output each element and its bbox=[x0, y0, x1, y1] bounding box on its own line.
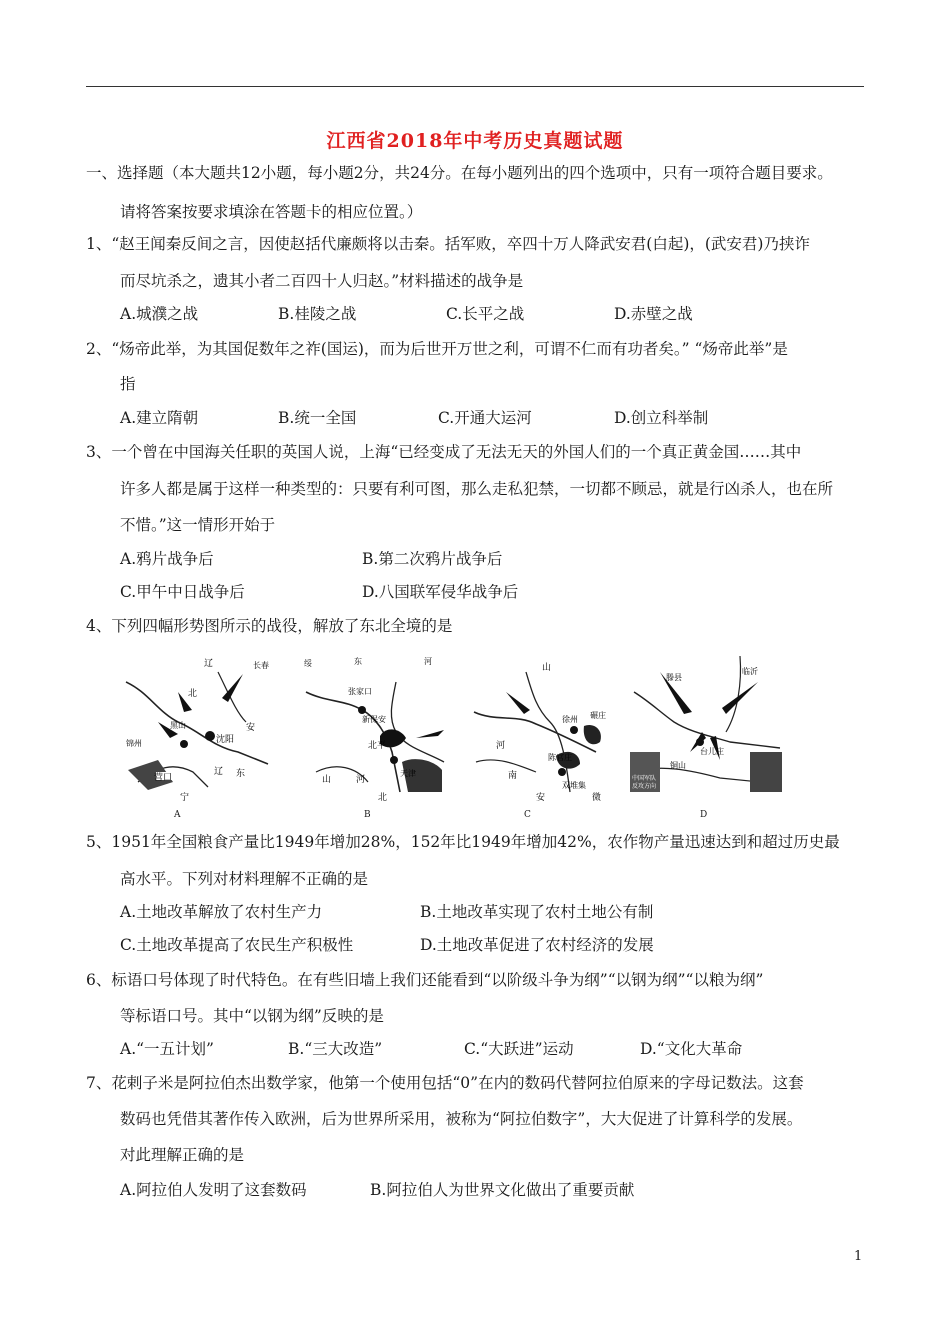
map-d-label: 滕县 bbox=[666, 673, 682, 682]
q3-stem-cont1: 许多人都是属于这样一种类型的：只要有利可图，那么走私犯禁，一切都不顾忌，就是行凶杀人，也在所 bbox=[120, 480, 834, 498]
q1-option-c[interactable]: C.长平之战 bbox=[446, 305, 525, 323]
map-c-label: 山 bbox=[542, 663, 552, 673]
map-a-label: 长春 bbox=[253, 661, 269, 670]
q6-option-c[interactable]: C.“大跃进”运动 bbox=[464, 1040, 574, 1058]
map-c-label: 碾庄 bbox=[590, 711, 606, 720]
q3-stem: 3、一个曾在中国海关任职的英国人说，上海“已经变成了无法无天的外国人们的一个真正黄金国……其中 bbox=[86, 443, 802, 461]
map-a-label: 黑山 bbox=[170, 721, 186, 730]
q2-option-c[interactable]: C.开通大运河 bbox=[438, 409, 532, 427]
q5-option-c[interactable]: C.土地改革提高了农民生产积极性 bbox=[120, 936, 354, 954]
q5-stem: 5、1951年全国粮食产量比1949年增加28%，152年比1949年增加42%，农作物产量迅速达到和超过历史最 bbox=[86, 833, 840, 851]
map-d-label: 中国军队 bbox=[632, 775, 657, 782]
map-c-label: 微 bbox=[592, 793, 602, 803]
map-b-label: 东 bbox=[354, 657, 362, 666]
q3-option-a[interactable]: A.鸦片战争后 bbox=[120, 550, 214, 568]
q2-option-a[interactable]: A.建立隋朝 bbox=[120, 409, 199, 427]
map-b-label: 天津 bbox=[400, 769, 416, 778]
map-d-label: 反攻方向 bbox=[632, 783, 657, 790]
q2-stem-cont: 指 bbox=[120, 375, 136, 393]
map-b-label: 北 bbox=[378, 793, 388, 803]
q7-stem-cont1: 数码也凭借其著作传入欧洲，后为世界所采用，被称为“阿拉伯数字”，大大促进了计算科学的发展。 bbox=[120, 1110, 803, 1128]
q3-stem-cont2: 不惜。”这一情形开始于 bbox=[120, 516, 276, 534]
q3-option-c[interactable]: C.甲午中日战争后 bbox=[120, 583, 245, 601]
q5-option-d[interactable]: D.土地改革促进了农村经济的发展 bbox=[420, 936, 654, 954]
q7-option-a[interactable]: A.阿拉伯人发明了这套数码 bbox=[120, 1181, 307, 1199]
q1-stem: 1、“赵王闻秦反间之言，因使赵括代廉颇将以击秦。括军败，卒四十万人降武安君(白起)，(武安君)乃挟诈 bbox=[86, 235, 810, 253]
map-b-label: 河 bbox=[424, 657, 432, 666]
map-a-label: 宁 bbox=[180, 793, 190, 803]
q6-option-d[interactable]: D.“文化大革命 bbox=[640, 1040, 743, 1058]
q1-stem-cont: 而尽坑杀之，遗其小者二百四十人归赵。”材料描述的战争是 bbox=[120, 272, 524, 290]
q3-option-d[interactable]: D.八国联军侵华战争后 bbox=[362, 583, 519, 601]
q5-option-b[interactable]: B.土地改革实现了农村土地公有制 bbox=[420, 903, 654, 921]
q7-stem-cont2: 对此理解正确的是 bbox=[120, 1146, 245, 1164]
map-a-liaoshen[interactable] bbox=[118, 652, 280, 804]
q1-option-b[interactable]: B.桂陵之战 bbox=[278, 305, 357, 323]
map-c-label: 南 bbox=[508, 771, 518, 781]
q1-option-d[interactable]: D.赤壁之战 bbox=[614, 305, 693, 323]
section-instruction: 一、选择题（本大题共12小题，每小题2分，共24分。在每小题列出的四个选项中，只有一项符合题目要求。 bbox=[86, 164, 833, 182]
map-b-label: 山 bbox=[322, 775, 332, 785]
map-a-label: 辽 bbox=[204, 659, 214, 669]
q6-stem-cont: 等标语口号。其中“以钢为纲”反映的是 bbox=[120, 1007, 384, 1025]
page-title: 江西省2018年中考历史真题试题 bbox=[326, 130, 624, 152]
map-a-letter: A bbox=[174, 810, 181, 820]
q5-option-a[interactable]: A.土地改革解放了农村生产力 bbox=[120, 903, 323, 921]
map-c-label: 双堆集 bbox=[562, 781, 586, 790]
map-c-label: 陈官庄 bbox=[548, 753, 572, 762]
map-c-label: 徐州 bbox=[562, 715, 578, 724]
q7-option-b[interactable]: B.阿拉伯人为世界文化做出了重要贡献 bbox=[370, 1181, 635, 1199]
map-b-label: 新保安 bbox=[362, 715, 386, 724]
map-a-label: 东 bbox=[236, 769, 246, 779]
map-b-label: 河 bbox=[356, 775, 366, 785]
map-a-label: 北 bbox=[188, 689, 198, 699]
q6-option-a[interactable]: A.“一五计划” bbox=[120, 1040, 214, 1058]
map-b-label: 北平 bbox=[368, 741, 387, 751]
map-d-letter: D bbox=[700, 810, 708, 820]
q2-option-b[interactable]: B.统一全国 bbox=[278, 409, 357, 427]
map-d-taierzhuang[interactable] bbox=[630, 652, 782, 804]
header-rule bbox=[86, 86, 864, 87]
map-a-label: 营口 bbox=[154, 773, 173, 783]
map-c-label: 河 bbox=[496, 741, 506, 751]
q5-stem-cont: 高水平。下列对材料理解不正确的是 bbox=[120, 870, 369, 888]
map-c-letter: C bbox=[524, 810, 531, 820]
q6-stem: 6、标语口号体现了时代特色。在有些旧墙上我们还能看到“以阶级斗争为纲”“以钢为纲”“以粮为纲” bbox=[86, 971, 764, 989]
map-b-label: 绥 bbox=[304, 659, 312, 668]
map-c-huaihai[interactable] bbox=[466, 652, 616, 804]
q1-option-a[interactable]: A.城濮之战 bbox=[120, 305, 199, 323]
map-d-label: 临沂 bbox=[742, 667, 758, 676]
page-number: 1 bbox=[854, 1249, 863, 1264]
section-instruction-cont: 请将答案按要求填涂在答题卡的相应位置。） bbox=[120, 203, 423, 221]
map-c-label: 安 bbox=[536, 793, 546, 803]
q2-stem: 2、“炀帝此举，为其国促数年之祚(国运)，而为后世开万世之利，可谓不仁而有功者矣。” “炀帝此举”是 bbox=[86, 340, 788, 358]
map-b-pingjin[interactable] bbox=[296, 652, 446, 804]
q2-option-d[interactable]: D.创立科举制 bbox=[614, 409, 709, 427]
q4-stem: 4、下列四幅形势图所示的战役，解放了东北全境的是 bbox=[86, 617, 453, 635]
map-d-label: 台儿庄 bbox=[700, 747, 724, 756]
map-a-label: 辽 bbox=[214, 767, 224, 777]
map-a-label: 锦州 bbox=[126, 739, 142, 748]
q6-option-b[interactable]: B.“三大改造” bbox=[288, 1040, 383, 1058]
map-b-label: 张家口 bbox=[348, 687, 372, 696]
map-a-label: 沈阳 bbox=[216, 735, 235, 745]
map-a-label: 安 bbox=[246, 723, 256, 733]
q3-option-b[interactable]: B.第二次鸦片战争后 bbox=[362, 550, 503, 568]
q7-stem: 7、花剌子米是阿拉伯杰出数学家，他第一个使用包括“0”在内的数码代替阿拉伯原来的字母记数法。这套 bbox=[86, 1074, 804, 1092]
map-d-label: 铜山 bbox=[670, 761, 686, 770]
map-b-letter: B bbox=[364, 810, 371, 820]
